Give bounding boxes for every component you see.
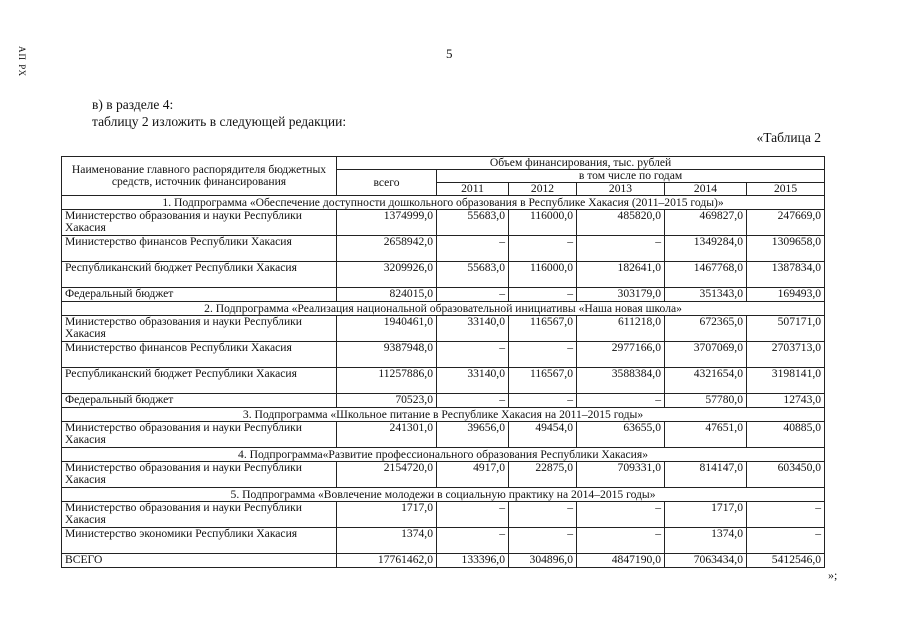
cell-year: 303179,0	[577, 288, 665, 302]
section-title: 1. Подпрограмма «Обеспечение доступности дошкольного образования в Республике Хакасия (2011–2015 годы)»	[62, 196, 825, 210]
header-funding: Объем финансирования, тыс. рублей	[337, 157, 825, 170]
cell-year: 1309658,0	[747, 236, 825, 262]
row-name: Министерство образования и науки Республики Хакасия	[62, 316, 337, 342]
cell-year: 63655,0	[577, 422, 665, 448]
header-year: 2014	[665, 183, 747, 196]
section-row	[62, 408, 825, 422]
cell-year: –	[509, 502, 577, 528]
cell-year: 507171,0	[747, 316, 825, 342]
cell-year: –	[747, 528, 825, 554]
cell-year: 304896,0	[509, 554, 577, 568]
cell-year: 116567,0	[509, 368, 577, 394]
row-name: Министерство финансов Республики Хакасия	[62, 342, 337, 368]
cell-year: –	[577, 236, 665, 262]
cell-year: 2703713,0	[747, 342, 825, 368]
cell-total: 241301,0	[337, 422, 437, 448]
cell-total: 2154720,0	[337, 462, 437, 488]
row-name: Республиканский бюджет Республики Хакасия	[62, 368, 337, 394]
cell-year: –	[509, 342, 577, 368]
cell-year: –	[437, 342, 509, 368]
cell-year: 49454,0	[509, 422, 577, 448]
cell-year: –	[747, 502, 825, 528]
row-name: Министерство образования и науки Республики Хакасия	[62, 502, 337, 528]
header-col-name: Наименование главного распорядителя бюджетных средств, источник финансирования	[62, 157, 337, 196]
header-year: 2011	[437, 183, 509, 196]
cell-year: 47651,0	[665, 422, 747, 448]
cell-total: 70523,0	[337, 394, 437, 408]
funding-table	[61, 156, 825, 568]
cell-year: 469827,0	[665, 210, 747, 236]
cell-year: 4321654,0	[665, 368, 747, 394]
cell-year: –	[437, 502, 509, 528]
table-row	[62, 236, 825, 262]
table-row	[62, 394, 825, 408]
cell-total: 3209926,0	[337, 262, 437, 288]
cell-year: 4847190,0	[577, 554, 665, 568]
cell-total: 17761462,0	[337, 554, 437, 568]
cell-year: 485820,0	[577, 210, 665, 236]
header-by-years: в том числе по годам	[437, 170, 825, 183]
cell-year: 169493,0	[747, 288, 825, 302]
cell-year: –	[577, 528, 665, 554]
cell-year: 3588384,0	[577, 368, 665, 394]
section-title: 3. Подпрограмма «Школьное питание в Республике Хакасия на 2011–2015 годы»	[62, 408, 825, 422]
row-name: Министерство образования и науки Республики Хакасия	[62, 210, 337, 236]
cell-year: 4917,0	[437, 462, 509, 488]
table-row	[62, 342, 825, 368]
cell-year: 1717,0	[665, 502, 747, 528]
cell-year: 55683,0	[437, 210, 509, 236]
table-row	[62, 288, 825, 302]
cell-year: 5412546,0	[747, 554, 825, 568]
table-row	[62, 528, 825, 554]
cell-total: 1717,0	[337, 502, 437, 528]
cell-year: 55683,0	[437, 262, 509, 288]
cell-year: –	[577, 394, 665, 408]
header-total: всего	[337, 170, 437, 196]
cell-year: 611218,0	[577, 316, 665, 342]
header-year: 2015	[747, 183, 825, 196]
row-name: Министерство образования и науки Республики Хакасия	[62, 462, 337, 488]
cell-total: 1940461,0	[337, 316, 437, 342]
cell-year: –	[577, 502, 665, 528]
section-row	[62, 302, 825, 316]
section-title: 4. Подпрограмма«Развитие профессионального образования Республики Хакасия»	[62, 448, 825, 462]
cell-year: 133396,0	[437, 554, 509, 568]
section-title: 2. Подпрограмма «Реализация национальной образовательной инициативы «Наша новая школа»	[62, 302, 825, 316]
table-row	[62, 210, 825, 236]
section-title: 5. Подпрограмма «Вовлечение молодежи в социальную практику на 2014–2015 годы»	[62, 488, 825, 502]
cell-year: –	[437, 236, 509, 262]
cell-year: –	[437, 528, 509, 554]
cell-year: 116000,0	[509, 210, 577, 236]
cell-year: 247669,0	[747, 210, 825, 236]
table-body	[62, 196, 825, 568]
cell-total: 824015,0	[337, 288, 437, 302]
header-year: 2013	[577, 183, 665, 196]
row-name: Министерство финансов Республики Хакасия	[62, 236, 337, 262]
cell-year: 116567,0	[509, 316, 577, 342]
cell-year: –	[437, 394, 509, 408]
cell-year: 1467768,0	[665, 262, 747, 288]
table-row	[62, 422, 825, 448]
table-row	[62, 502, 825, 528]
section-row	[62, 196, 825, 210]
cell-year: –	[509, 528, 577, 554]
row-name: ВСЕГО	[62, 554, 337, 568]
cell-total: 1374,0	[337, 528, 437, 554]
intro-line-1: в) в разделе 4:	[92, 97, 174, 112]
cell-total: 2658942,0	[337, 236, 437, 262]
cell-year: 814147,0	[665, 462, 747, 488]
table-row	[62, 462, 825, 488]
header-year: 2012	[509, 183, 577, 196]
row-name: Федеральный бюджет	[62, 288, 337, 302]
section-row	[62, 448, 825, 462]
side-mark: АП РХ	[17, 46, 27, 78]
cell-total: 11257886,0	[337, 368, 437, 394]
cell-year: 116000,0	[509, 262, 577, 288]
cell-year: 3707069,0	[665, 342, 747, 368]
cell-year: 12743,0	[747, 394, 825, 408]
cell-year: –	[509, 236, 577, 262]
cell-year: 709331,0	[577, 462, 665, 488]
cell-year: 2977166,0	[577, 342, 665, 368]
cell-year: 33140,0	[437, 368, 509, 394]
cell-total: 9387948,0	[337, 342, 437, 368]
cell-year: 33140,0	[437, 316, 509, 342]
cell-year: –	[509, 288, 577, 302]
cell-year: 57780,0	[665, 394, 747, 408]
section-row	[62, 488, 825, 502]
cell-year: 1349284,0	[665, 236, 747, 262]
cell-year: 1374,0	[665, 528, 747, 554]
cell-year: 672365,0	[665, 316, 747, 342]
cell-total: 1374999,0	[337, 210, 437, 236]
table-row	[62, 262, 825, 288]
cell-year: 22875,0	[509, 462, 577, 488]
cell-year: 603450,0	[747, 462, 825, 488]
cell-year: 1387834,0	[747, 262, 825, 288]
closing-mark: »;	[828, 568, 838, 582]
row-name: Министерство экономики Республики Хакасия	[62, 528, 337, 554]
cell-year: 39656,0	[437, 422, 509, 448]
table-caption: «Таблица 2	[756, 130, 821, 145]
cell-year: –	[437, 288, 509, 302]
table-row	[62, 554, 825, 568]
row-name: Министерство образования и науки Республики Хакасия	[62, 422, 337, 448]
intro-line-2: таблицу 2 изложить в следующей редакции:	[92, 114, 347, 129]
table-row	[62, 368, 825, 394]
cell-year: 3198141,0	[747, 368, 825, 394]
cell-year: 182641,0	[577, 262, 665, 288]
row-name: Федеральный бюджет	[62, 394, 337, 408]
page-number: 5	[446, 46, 453, 61]
row-name: Республиканский бюджет Республики Хакасия	[62, 262, 337, 288]
cell-year: 351343,0	[665, 288, 747, 302]
cell-year: 40885,0	[747, 422, 825, 448]
table-row	[62, 316, 825, 342]
cell-year: 7063434,0	[665, 554, 747, 568]
cell-year: –	[509, 394, 577, 408]
